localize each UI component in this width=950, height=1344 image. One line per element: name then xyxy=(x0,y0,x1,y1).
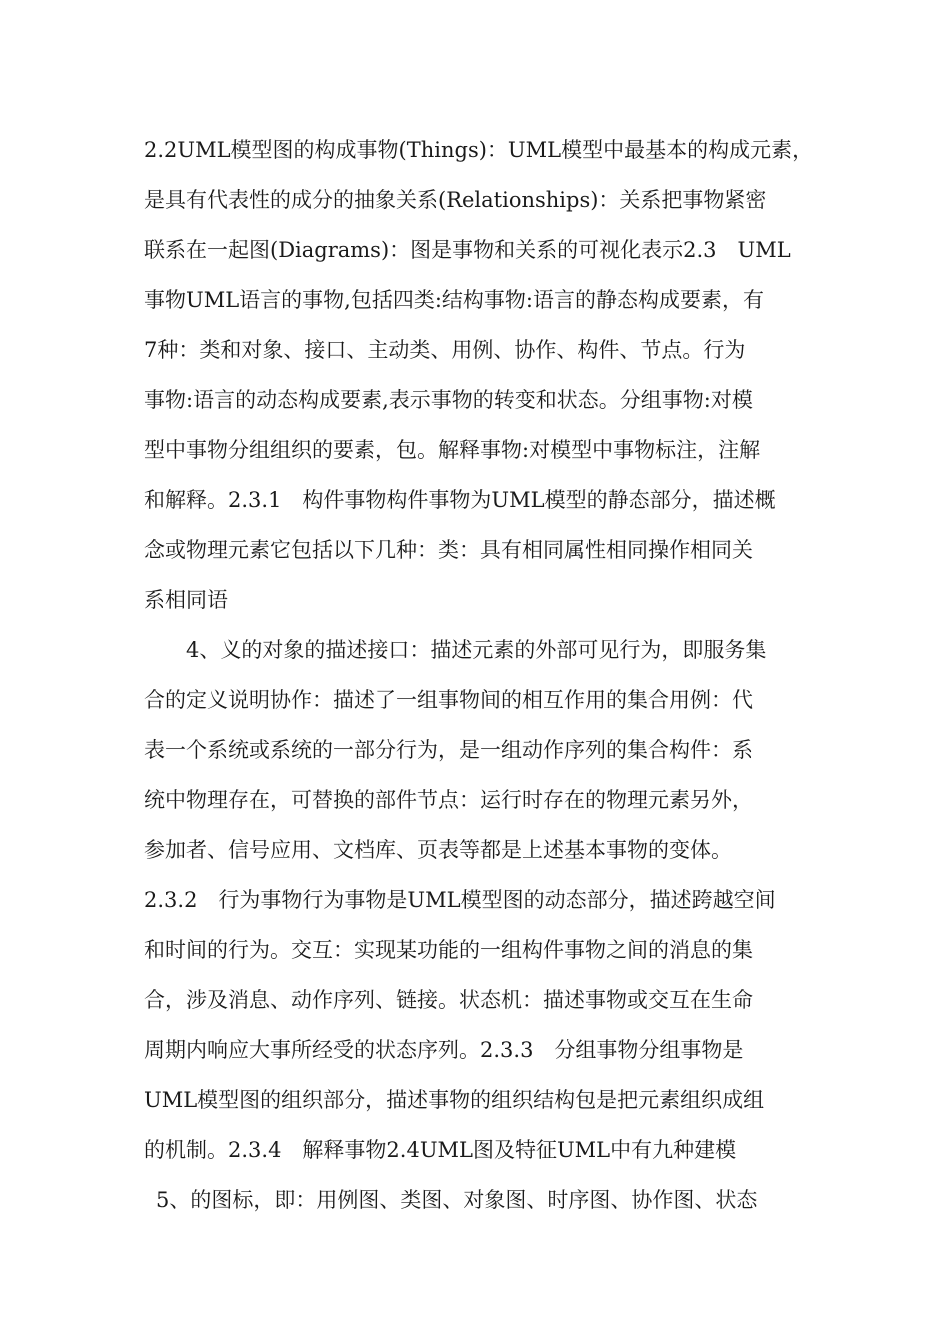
text-line: 事物:语言的动态构成要素,表示事物的转变和状态。分组事物:对模 xyxy=(144,388,753,412)
text-line: 系相同语 xyxy=(144,588,228,612)
text-line: 型中事物分组组织的要素，包。解释事物:对模型中事物标注，注解 xyxy=(144,438,761,462)
text-line: 联系在一起图(Diagrams)：图是事物和关系的可视化表示2.3 UML xyxy=(144,238,791,262)
document-body xyxy=(144,125,814,1225)
text-line: 的机制。2.3.4 解释事物2.4UML图及特征UML中有九种建模 xyxy=(144,1138,737,1162)
text-line: 5、的图标，即：用例图、类图、对象图、时序图、协作图、状态 xyxy=(156,1188,758,1212)
text-line: 2.2UML模型图的构成事物(Things)：UML模型中最基本的构成元素， xyxy=(144,138,814,162)
paragraph-3 xyxy=(144,1175,814,1225)
text-line: 2.3.2 行为事物行为事物是UML模型图的动态部分，描述跨越空间 xyxy=(144,888,776,912)
text-line: 合的定义说明协作：描述了一组事物间的相互作用的集合用例：代 xyxy=(144,688,753,712)
text-line: 统中物理存在，可替换的部件节点：运行时存在的物理元素另外， xyxy=(144,788,753,812)
text-line: 和解释。2.3.1 构件事物构件事物为UML模型的静态部分，描述概 xyxy=(144,488,776,512)
text-line: 是具有代表性的成分的抽象关系(Relationships)：关系把事物紧密 xyxy=(144,188,767,212)
text-line: 4、义的对象的描述接口：描述元素的外部可见行为，即服务集 xyxy=(186,638,767,662)
paragraph-2 xyxy=(144,625,814,1175)
text-line: 表一个系统或系统的一部分行为，是一组动作序列的集合构件：系 xyxy=(144,738,753,762)
text-line: UML模型图的组织部分，描述事物的组织结构包是把元素组织成组 xyxy=(144,1088,765,1112)
text-line: 事物UML语言的事物,包括四类:结构事物:语言的静态构成要素，有 xyxy=(144,288,764,312)
text-line: 7种：类和对象、接口、主动类、用例、协作、构件、节点。行为 xyxy=(144,338,746,362)
paragraph-1 xyxy=(144,125,814,625)
text-line: 和时间的行为。交互：实现某功能的一组构件事物之间的消息的集 xyxy=(144,938,753,962)
text-line: 参加者、信号应用、文档库、页表等都是上述基本事物的变体。 xyxy=(144,838,732,862)
text-line: 周期内响应大事所经受的状态序列。2.3.3 分组事物分组事物是 xyxy=(144,1038,744,1062)
text-line: 念或物理元素它包括以下几种：类：具有相同属性相同操作相同关 xyxy=(144,538,753,562)
text-line: 合，涉及消息、动作序列、链接。状态机：描述事物或交互在生命 xyxy=(144,988,753,1012)
